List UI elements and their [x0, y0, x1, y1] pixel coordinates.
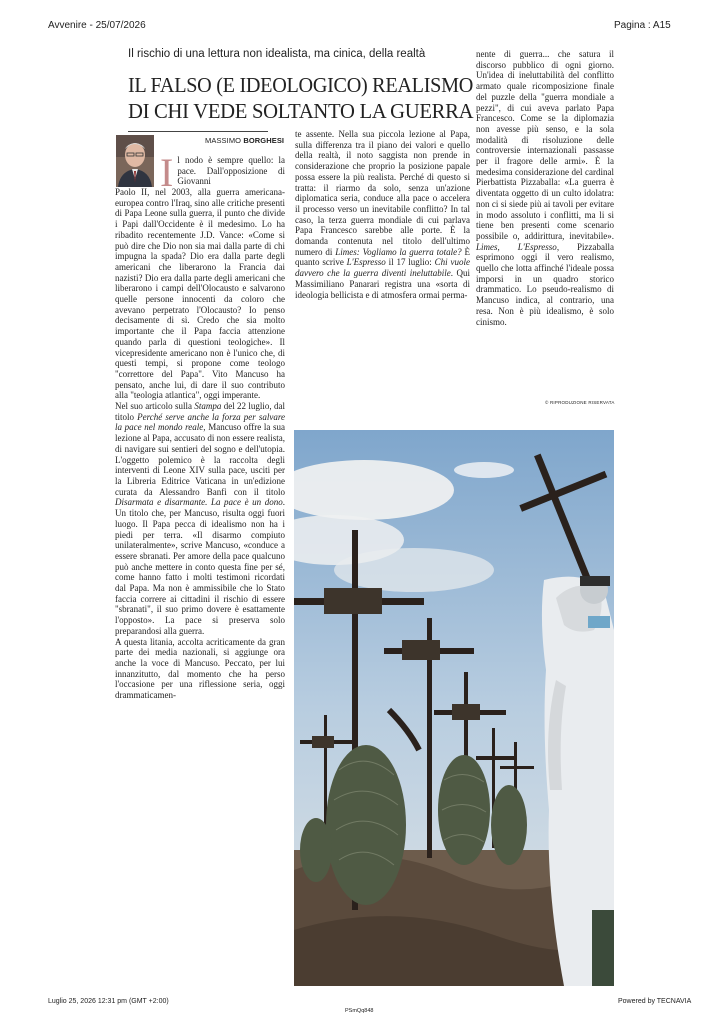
author-byline — [205, 136, 284, 145]
author-rule — [128, 131, 268, 132]
rights-notice: © RIPRODUZIONE RISERVATA — [545, 400, 615, 405]
col1-paragraph-1: Paolo II, nel 2003, alla guerra americana-europea contro l'Iraq, sino alle critiche presenti di Papa Leone sulla guerra, il punto che divide i Papi dall'Occidente è il medesimo. Lo ha ribadito recentemente J.D. Vance: «Come si può dire che Dio non sia mai dalla parte di chi impugna la spada? Dio era dalla parte degli americani che liberarono la Francia dai nazisti? Dio era dalla parte degli americani che liberarono i campi dell'Olocausto e salvarono quelle persone innocenti da coloro che avevano perpetrato l'Olocausto? Io penso decisamente di sì. Credo che sia molto importante che il Papa faccia attenzione quando parla di questioni teologiche». Il vicepresidente americano non è l'unico che, di questi tempi, si propone come teologo "correttore del Papa". Vito Mancuso ha pensato, anche lui, di dare il suo contributo alla "teologia atlantica", oggi imperante. — [115, 187, 285, 401]
column-3 — [476, 49, 614, 327]
footer-powered-by: Powered by TECNAVIA — [618, 998, 692, 1005]
drop-cap: I — [160, 150, 174, 195]
footer-code: PSmQq848 — [345, 1008, 374, 1014]
column-1-intro — [160, 150, 285, 195]
header-page: Pagina : A15 — [614, 20, 671, 31]
col3-paragraph: nente di guerra... che satura il discorso pubblico di ogni giorno. Un'idea di ineluttabilità del conflitto armato quale ricomposizione finale del puzzle della "guerra mondiale a pezzi", di cui aveva parlato Papa Francesco. Come se la diplomazia non avesse più senso, e la sola modalità di risoluzione delle controversie internazionali passasse per il fragore delle armi». È la medesima considerazione del cardinal Pierbattista Pizzaballa: «La guerra è diventata oggetto di un culto idolatra: non ci si siede più ai tavoli per evitare in modo assoluto i conflitti, ma li si tiene ben presenti come scenario possibile o, addirittura, inevitabile». Limes, L'Espresso, Pizzaballa esprimono oggi il vero realismo, quello che lotta affinché l'ideale possa imporsi in un quadro storico drammatico. Lo pseudo-realismo di Mancuso indica, al contrario, una resa. Non è più idealismo, è solo cinismo. — [476, 49, 614, 327]
header-date: Avvenire - 25/07/2026 — [48, 20, 146, 31]
footer-timestamp: Luglio 25, 2026 12:31 pm (GMT +2:00) — [48, 998, 169, 1005]
column-2 — [295, 129, 470, 300]
col1-paragraph-3: A questa litania, accolta acriticamente da gran parte dei media nazionali, si aggiunge ora anche la voce di Mancuso. Peccato, per lui innanzitutto, dal momento che ha perso l'occasione per una riflessione seria, oggi drammaticamen- — [115, 636, 285, 701]
col1-paragraph-2: Nel suo articolo sulla Stampa del 22 luglio, dal titolo Perché serve anche la forza per salvare la pace nel mondo reale, Mancuso offre la sua lezione al Papa, accusato di non essere realista, di navigare sui sentieri del sogno e dell'utopia. L'oggetto polemico è la raccolta degli interventi di Leone XIV sulla pace, usciti per la Libreria Editrice Vaticana in un'edizione curata da Alessandro Banfi con il titolo Disarmata e disarmante. La pace è un dono. Un titolo che, per Mancuso, risulta oggi fuori luogo. Il Papa pecca di idealismo non ha i piedi per terra. «Il disarmo compiuto unilateralmente», scrive Mancuso, «conduce a essere sbranati. Per amore della pace qualcuno può anche mettere in conto questa fine per sé, come hanno fatto i molti testimoni ricordati dal Papa. Ma non è ammissibile che lo Stato faccia correre ai cittadini il rischio di essere "sbranati", il suo primo dovere è esattamente l'opposto». La pace si preserva solo preparandosi alla guerra. — [115, 401, 285, 636]
author-photo — [116, 135, 154, 187]
author-first-name: MASSIMO — [205, 136, 242, 145]
author-last-name: BORGHESI — [243, 136, 285, 145]
article-photo-crosses — [294, 430, 614, 986]
article-kicker: Il rischio di una lettura non idealista, ma cinica, della realtà — [128, 48, 426, 60]
article-title-line-1: IL FALSO (E IDEOLOGICO) REALISMO — [128, 73, 474, 97]
column-1 — [115, 187, 285, 701]
col2-paragraph: te assente. Nella sua piccola lezione al Papa, sulla differenza tra il piano dei valori e quello della realtà, il noto saggista non prende in considerazione che proprio la posizione papale possa essere la più realista. Perché di questo si tratta: il riarmo da solo, senza un'azione diplomatica seria, conduce alla pace o accelera il processo verso un inevitabile conflitto? In tal caso, la terza guerra mondiale di cui parlava Papa Francesco sarebbe alle porte. È la domanda contenuta nel titolo dell'ultimo numero di Limes: Vogliamo la guerra totale? È quanto scrive L'Espresso il 17 luglio: Chi vuole davvero che la guerra diventi ineluttabile. Qui Massimiliano Panarari registra una «sorta di ideologia bellicista e di atmosfera ormai perma- — [295, 129, 471, 300]
col1-intro-text: l nodo è sempre quello: la pace. Dall'opposizione di Giovanni — [177, 155, 285, 187]
article-title-line-2: DI CHI VEDE SOLTANTO LA GUERRA — [128, 99, 474, 123]
